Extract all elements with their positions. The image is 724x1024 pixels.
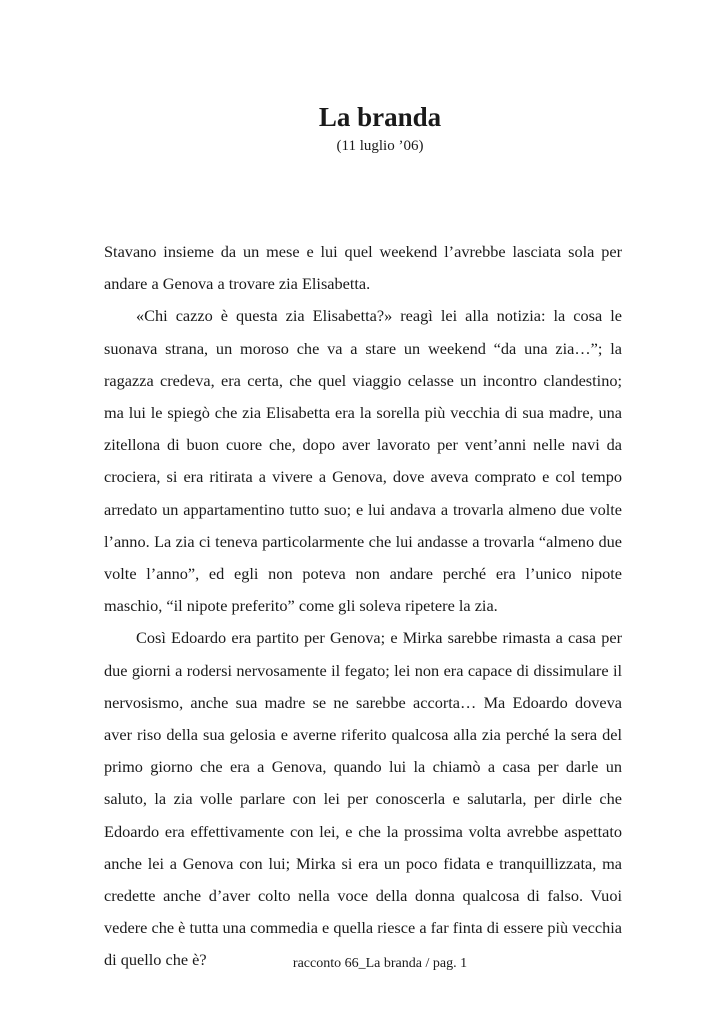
paragraph-2: «Chi cazzo è questa zia Elisabetta?» reagì lei alla notizia: la cosa le suonava strana, un moroso che va a stare un weekend “da una zia…”; la ragazza credeva, era certa, che quel viaggio celasse un incontro clandestino; ma lui le spiegò che zia Elisabetta era la sorella più vecchia di sua madre, una zitellona di buon cuore che, dopo aver lavorato per vent’anni nelle navi da crociera, si era ritirata a vivere a Genova, dove aveva comprato e col tempo arredato un appartamentino tutto suo; e lui andava a trovarla almeno due volte l’anno. La zia ci teneva particolarmente che lui andasse a trovarla “almeno due volte l’anno”, ed egli non poteva non andare perché era l’unico nipote maschio, “il nipote preferito” come gli soleva ripetere la zia. — [104, 306, 622, 616]
page-title: La branda — [318, 102, 442, 132]
paragraph-1: Stavano insieme da un mese e lui quel weekend l’avrebbe lasciata sola per andare a Genova a trovare zia Elisabetta. — [104, 242, 622, 294]
body-text — [104, 236, 622, 977]
paragraph-3: Così Edoardo era partito per Genova; e Mirka sarebbe rimasta a casa per due giorni a rodersi nervosamente il fegato; lei non era capace di dissimulare il nervosismo, anche sua madre se ne sarebbe accorta… Ma Edoardo doveva aver riso della sua gelosia e averne riferito qualcosa alla zia perché la sera del primo giorno che era a Genova, quando lui la chiamò a casa per darle un saluto, la zia volle parlare con lei per conoscerla e salutarla, per dirle che Edoardo era effettivamente con lei, e che la prossima volta avrebbe aspettato anche lei a Genova con lui; Mirka si era un poco fidata e tranquillizzata, ma credette anche d’aver colto nella voce della donna qualcosa di falso. Vuoi vedere che è tutta una commedia e quella riesce a far finta di essere più vecchia di quello che è? — [104, 628, 622, 970]
page-date: (11 luglio ’06) — [336, 138, 424, 154]
page-footer: racconto 66_La branda / pag. 1 — [292, 956, 468, 971]
title-block — [0, 100, 724, 156]
